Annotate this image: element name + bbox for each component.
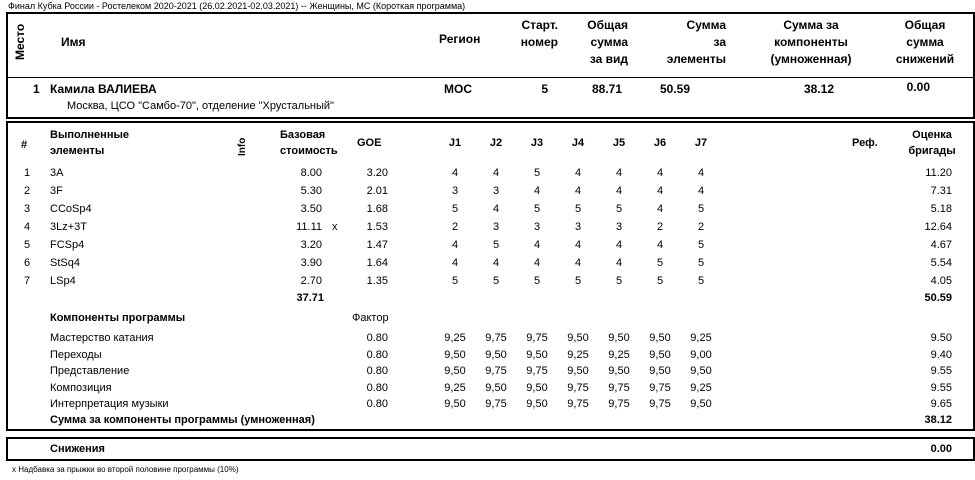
skater-place: 1 (33, 82, 40, 96)
judge-mark: 9,50 (526, 398, 548, 410)
judge-mark: 2 (697, 221, 705, 233)
element-row (0, 165, 975, 181)
component-factor: 0.80 (366, 365, 388, 377)
element-name: 3Lz+3T (50, 221, 87, 233)
judge-mark: 5 (451, 275, 459, 287)
judge-mark: 9,75 (526, 365, 548, 377)
element-base: 8.00 (300, 167, 322, 179)
judge-mark: 5 (533, 275, 541, 287)
element-score: 4.05 (930, 275, 952, 287)
judge-mark: 3 (492, 185, 500, 197)
judge-mark: 5 (492, 239, 500, 251)
elements-col-base: Базовая стоимость (280, 129, 338, 157)
component-row (0, 347, 975, 363)
skater-region: МОС (444, 82, 472, 96)
judge-mark: 5 (533, 167, 541, 179)
header-total: Общая сумма за вид (587, 18, 628, 66)
elements-col-goe: GOE (357, 137, 382, 149)
judge-mark: 9,25 (444, 332, 466, 344)
judge-mark: 5 (533, 203, 541, 215)
judge-header-5: J5 (612, 137, 626, 149)
component-factor: 0.80 (366, 381, 388, 394)
judge-mark: 5 (697, 203, 705, 215)
element-goe: 1.47 (366, 239, 388, 251)
element-goe: 1.35 (366, 275, 388, 287)
judge-mark: 4 (615, 185, 623, 197)
judge-mark: 4 (492, 203, 500, 215)
components-title: Компоненты программы (50, 312, 186, 324)
judge-mark: 3 (451, 185, 459, 197)
judge-mark: 9,50 (649, 365, 671, 377)
element-score: 5.18 (930, 203, 952, 215)
judge-mark: 5 (697, 239, 705, 251)
header-place: Место (13, 23, 27, 60)
component-row (0, 396, 975, 412)
judge-mark: 4 (656, 167, 664, 179)
judge-mark: 4 (615, 257, 623, 269)
component-row (0, 380, 975, 396)
judge-mark: 9,75 (608, 381, 630, 394)
header-deductions-sum: Общая сумма снижений (895, 18, 955, 66)
judge-mark: 9,50 (690, 398, 712, 410)
element-row (0, 219, 975, 235)
judge-mark: 9,25 (690, 381, 712, 394)
element-info: x (332, 221, 338, 233)
judge-mark: 9,75 (526, 332, 548, 344)
elements-col-name: Выполненные элементы (50, 129, 129, 157)
judge-header-7: J7 (694, 137, 708, 149)
element-no: 3 (24, 203, 31, 215)
component-score: 9.65 (930, 398, 952, 410)
element-row (0, 183, 975, 199)
element-goe: 1.68 (366, 203, 388, 215)
judge-mark: 9,50 (526, 381, 548, 394)
element-no: 4 (24, 221, 31, 233)
judge-mark: 5 (697, 257, 705, 269)
judge-mark: 4 (574, 239, 582, 251)
judge-mark: 9,25 (608, 348, 630, 361)
judge-mark: 4 (574, 167, 582, 179)
component-score: 9.40 (930, 348, 952, 361)
judge-mark: 4 (451, 239, 459, 251)
element-name: 3A (50, 167, 64, 179)
element-name: CCoSp4 (50, 203, 92, 215)
element-score: 11.20 (925, 167, 952, 179)
judge-mark: 9,25 (690, 332, 712, 344)
component-score: 9.55 (930, 381, 952, 394)
element-base: 11.11 (296, 221, 322, 233)
judge-mark: 9,50 (567, 332, 589, 344)
element-no: 6 (24, 257, 31, 269)
component-score: 9.55 (930, 365, 952, 377)
judge-mark: 9,75 (485, 365, 507, 377)
judge-mark: 5 (451, 203, 459, 215)
element-no: 7 (24, 275, 31, 287)
element-base: 3.90 (300, 257, 322, 269)
judge-mark: 3 (492, 221, 500, 233)
judge-mark: 4 (615, 239, 623, 251)
component-name: Мастерство катания (50, 332, 154, 344)
element-name: 3F (50, 185, 63, 197)
elements-col-info: Info (237, 137, 248, 156)
judge-mark: 5 (574, 275, 582, 287)
component-name: Интерпретация музыки (50, 398, 169, 410)
judge-mark: 9,00 (690, 348, 712, 361)
header-components-sum: Сумма за компоненты (умноженная) (770, 18, 852, 66)
element-name: LSp4 (50, 275, 76, 287)
component-row (0, 330, 975, 346)
judge-mark: 4 (656, 185, 664, 197)
judge-mark: 2 (451, 221, 459, 233)
judge-mark: 9,25 (567, 348, 589, 361)
judge-mark: 9,75 (567, 381, 589, 394)
element-base: 2.70 (300, 275, 322, 287)
judge-mark: 4 (615, 167, 623, 179)
element-score: 5.54 (930, 257, 952, 269)
component-factor: 0.80 (366, 332, 388, 344)
element-name: StSq4 (50, 257, 80, 269)
component-name: Композиция (50, 381, 112, 394)
judge-mark: 9,25 (444, 381, 466, 394)
element-name: FCSp4 (50, 239, 85, 251)
judge-header-6: J6 (653, 137, 667, 149)
event-title: Финал Кубка России - Ростелеком 2020-2021 (26.02.2021-02.03.2021) -- Женщины, МС (Короткая программа) (8, 1, 466, 11)
skater-components-total: 38.12 (803, 82, 834, 96)
components-col-factor: Фактор (352, 312, 389, 324)
element-score: 7.31 (930, 185, 952, 197)
judge-mark: 9,50 (608, 332, 630, 344)
judge-mark: 3 (615, 221, 623, 233)
judge-mark: 4 (656, 203, 664, 215)
component-factor: 0.80 (366, 398, 388, 410)
element-goe: 3.20 (366, 167, 388, 179)
judge-mark: 9,50 (690, 365, 712, 377)
footnote: x Надбавка за прыжки во второй половине программы (10%) (12, 465, 239, 474)
judge-mark: 9,75 (485, 398, 507, 410)
judge-mark: 4 (492, 257, 500, 269)
component-row (0, 363, 975, 379)
components-total-label: Сумма за компоненты программы (умноженная) (50, 414, 315, 426)
judge-mark: 2 (656, 221, 664, 233)
judge-mark: 9,50 (444, 365, 466, 377)
element-score: 12.64 (924, 221, 952, 233)
skater-deductions-total: 0.00 (906, 80, 930, 94)
judge-mark: 9,50 (444, 348, 466, 361)
element-row (0, 237, 975, 253)
judge-mark: 4 (533, 257, 541, 269)
judge-mark: 9,75 (567, 398, 589, 410)
element-goe: 2.01 (366, 185, 388, 197)
judge-mark: 5 (697, 275, 705, 287)
judge-mark: 4 (533, 185, 541, 197)
element-no: 2 (24, 185, 31, 197)
skater-total: 88.71 (591, 82, 622, 96)
header-divider (7, 77, 974, 78)
judge-mark: 4 (697, 185, 705, 197)
element-base: 3.20 (300, 239, 322, 251)
judge-mark: 5 (615, 275, 623, 287)
skater-name: Камила ВАЛИЕВА (50, 82, 157, 96)
judge-mark: 5 (656, 275, 664, 287)
judge-mark: 4 (492, 167, 500, 179)
elements-base-total: 37.71 (296, 292, 324, 304)
judge-mark: 5 (492, 275, 500, 287)
judge-mark: 9,75 (649, 381, 671, 394)
judge-mark: 4 (574, 257, 582, 269)
judge-mark: 9,50 (444, 398, 466, 410)
judge-header-1: J1 (448, 137, 462, 149)
judge-mark: 9,50 (526, 348, 548, 361)
component-factor: 0.80 (366, 348, 388, 361)
judge-mark: 9,50 (485, 381, 507, 394)
judge-mark: 4 (533, 239, 541, 251)
deductions-value: 0.00 (930, 443, 952, 455)
element-base: 5.30 (300, 185, 322, 197)
element-row (0, 273, 975, 289)
skater-elements-total: 50.59 (659, 82, 690, 96)
judge-mark: 9,50 (608, 365, 630, 377)
judge-mark: 5 (574, 203, 582, 215)
elements-score-total: 50.59 (924, 292, 952, 304)
element-no: 1 (24, 167, 31, 179)
element-base: 3.50 (300, 203, 322, 215)
deductions-label: Снижения (50, 443, 105, 455)
component-name: Представление (50, 365, 130, 377)
header-elements-sum: Сумма за элементы (666, 18, 726, 66)
judge-mark: 9,75 (649, 398, 671, 410)
element-score: 4.67 (930, 239, 952, 251)
element-goe: 1.64 (366, 257, 388, 269)
elements-col-score: Оценка бригады (908, 129, 956, 157)
judge-mark: 3 (574, 221, 582, 233)
judge-header-4: J4 (571, 137, 585, 149)
component-name: Переходы (50, 348, 102, 361)
judge-mark: 9,75 (608, 398, 630, 410)
judge-mark: 9,50 (649, 348, 671, 361)
judge-header-2: J2 (489, 137, 503, 149)
judge-mark: 9,50 (649, 332, 671, 344)
judge-mark: 9,50 (485, 348, 507, 361)
skater-club: Москва, ЦСО "Самбо-70", отделение "Хрустальный" (67, 100, 334, 112)
judge-mark: 5 (615, 203, 623, 215)
element-row (0, 201, 975, 217)
judge-mark: 4 (451, 257, 459, 269)
judge-mark: 4 (656, 239, 664, 251)
judge-mark: 4 (451, 167, 459, 179)
deductions-box (6, 437, 975, 461)
judge-mark: 4 (574, 185, 582, 197)
element-row (0, 255, 975, 271)
elements-col-no: # (21, 139, 28, 151)
element-goe: 1.53 (366, 221, 388, 233)
judge-header-3: J3 (530, 137, 544, 149)
judge-mark: 9,50 (567, 365, 589, 377)
judge-mark: 5 (656, 257, 664, 269)
header-region: Регион (439, 32, 481, 46)
judge-mark: 9,75 (485, 332, 507, 344)
components-total-value: 38.12 (924, 414, 952, 426)
header-start-no: Старт. номер (520, 18, 558, 49)
component-score: 9.50 (930, 332, 952, 344)
elements-col-ref: Реф. (852, 137, 878, 149)
skater-start-no: 5 (541, 82, 548, 96)
element-no: 5 (24, 239, 31, 251)
judge-mark: 4 (697, 167, 705, 179)
judge-mark: 3 (533, 221, 541, 233)
header-name: Имя (61, 35, 86, 49)
